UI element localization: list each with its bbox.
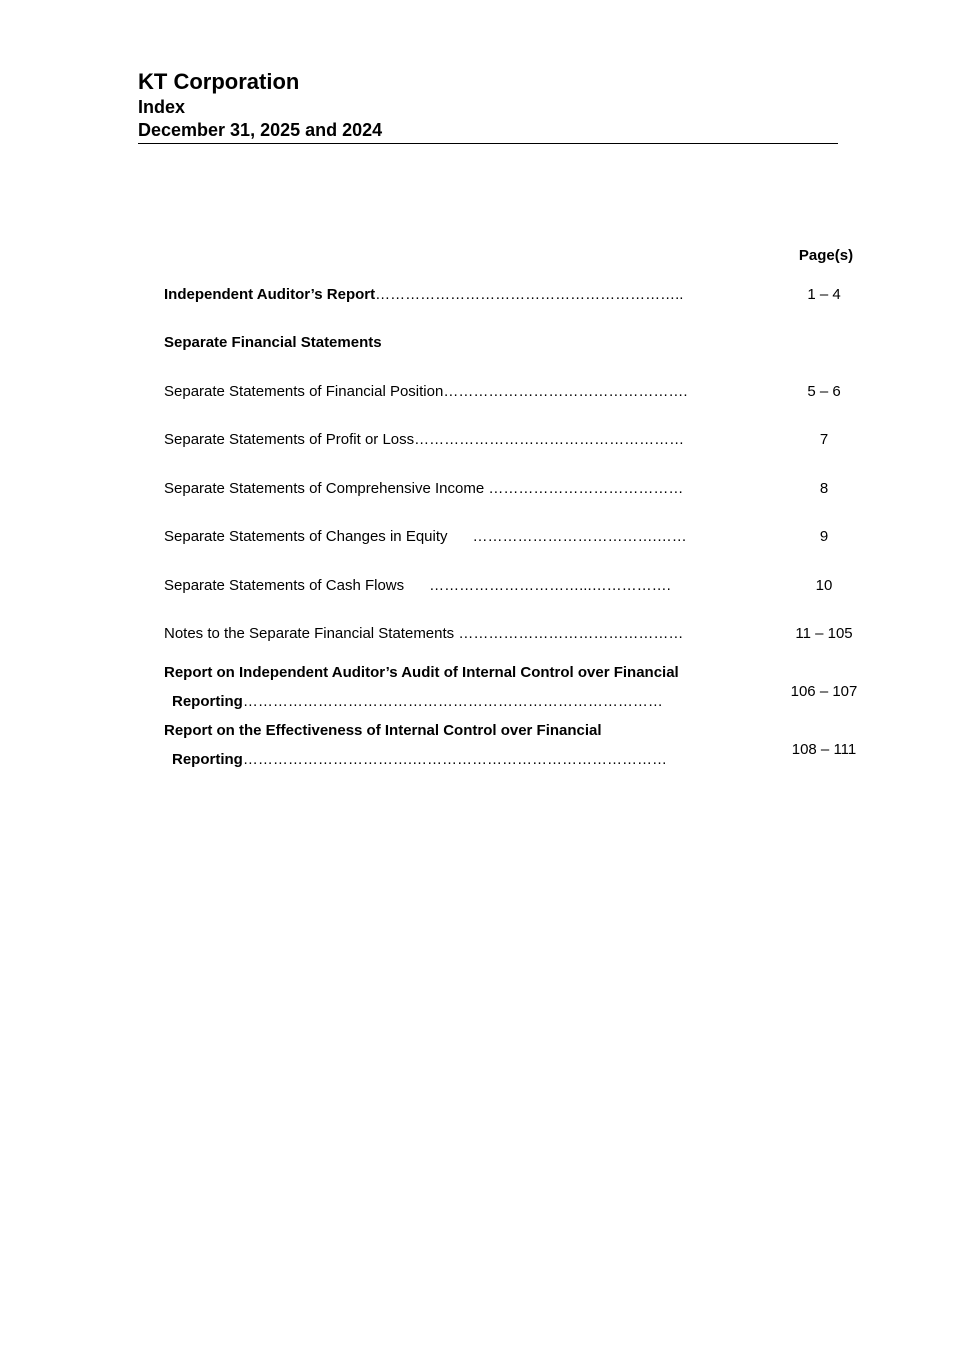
toc-leader-dots: …………………………...……………. (404, 577, 671, 594)
toc-page-number: 106 – 107 (790, 683, 858, 700)
toc-row-icfr-effectiveness (164, 721, 864, 781)
toc-page-number: 1 – 4 (807, 286, 841, 303)
toc-leader-dots: ……………………………….…… (447, 528, 687, 545)
toc-label-line2: Reporting (172, 751, 243, 768)
toc-entry (164, 624, 734, 644)
toc-page-number: 7 (819, 431, 829, 448)
toc-leader-dots: ………………………………………………………………………… (242, 693, 663, 710)
toc-label-line1: Report on Independent Auditor’s Audit of Internal Control over Financial (164, 664, 679, 681)
toc-leader-dots: …………………………………………. (443, 383, 688, 400)
toc-page-number: 5 – 6 (807, 383, 841, 400)
toc-entry (164, 692, 742, 712)
toc-entry (164, 576, 734, 596)
toc-label: Separate Statements of Profit or Loss (164, 431, 415, 448)
toc-label: Separate Statements of Cash Flows (164, 577, 405, 594)
toc-label: Separate Statements of Changes in Equity (164, 528, 448, 545)
toc-label: Separate Statements of Financial Position (164, 383, 444, 400)
toc-page-number: 10 (815, 577, 833, 594)
toc-entry (164, 750, 742, 770)
toc-label: Separate Statements of Comprehensive Income (164, 480, 485, 497)
toc-page-number: 8 (819, 480, 829, 497)
toc-label: Notes to the Separate Financial Statements (164, 625, 455, 642)
pages-column-header: Page(s) (798, 247, 854, 264)
page-title: Index (138, 97, 186, 117)
toc-entry (164, 382, 734, 402)
company-name: KT Corporation (138, 69, 300, 94)
toc-entry (164, 527, 734, 547)
toc-row-icfr-audit (164, 663, 864, 723)
toc-entry (164, 479, 734, 499)
toc-leader-dots: …………………………………………………….. (375, 286, 684, 303)
reporting-period: December 31, 2025 and 2024 (138, 120, 383, 140)
toc-entry (164, 285, 734, 305)
toc-leader-dots: ……………………………………………… (414, 431, 685, 448)
toc-label-line2: Reporting (172, 693, 243, 710)
document-header (138, 68, 838, 144)
toc-label-line1: Report on the Effectiveness of Internal Control over Financial (164, 722, 602, 739)
toc-leader-dots: …………………………….…………………………………………… (242, 751, 667, 768)
toc-page-number: 9 (819, 528, 829, 545)
toc-page-number: 108 – 111 (791, 741, 857, 758)
toc-leader-dots: ……………………………………… (454, 625, 684, 642)
section-heading: Separate Financial Statements (164, 334, 382, 351)
toc-leader-dots: ………………………………… (484, 480, 684, 497)
toc-page-number: 11 – 105 (795, 625, 853, 642)
toc-label: Independent Auditor’s Report (164, 286, 376, 303)
toc-entry (164, 430, 734, 450)
